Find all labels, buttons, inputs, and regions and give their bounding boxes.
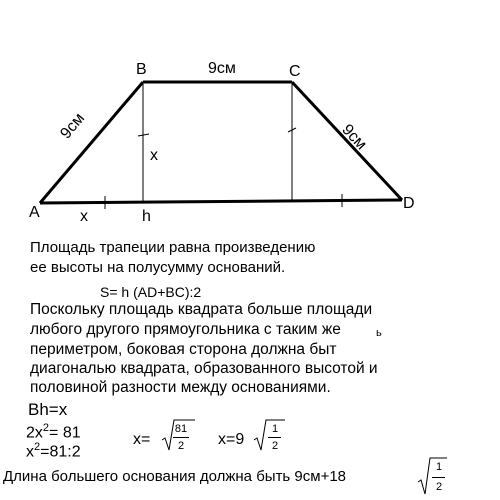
paragraph-2-line-3: периметром, боковая сторона должна быт bbox=[30, 341, 337, 358]
x-equals-label: x= bbox=[133, 431, 151, 448]
x-denominator: 2 bbox=[177, 440, 185, 452]
side-ab bbox=[40, 82, 143, 203]
paragraph-2-line-5: половиной разности между основаниями. bbox=[30, 379, 331, 396]
x9-fraction-bar bbox=[268, 437, 281, 438]
paragraph-1-line-1: Площадь трапеции равна произведению bbox=[30, 239, 316, 256]
final-denominator: 2 bbox=[435, 481, 443, 493]
x-numerator: 81 bbox=[174, 423, 188, 435]
vertex-a-label: A bbox=[29, 204, 40, 221]
base-bc-length-label: 9см bbox=[208, 60, 236, 77]
x-equals-9-label: x=9 bbox=[218, 431, 245, 448]
paragraph-1-line-2: ее высоты на полусумму оснований. bbox=[30, 259, 286, 276]
paragraph-2-line-2: любого другого прямоугольника с таким же bbox=[30, 321, 341, 338]
equation-2-exponent: 2 bbox=[34, 441, 41, 453]
foot-h-label: h bbox=[142, 208, 151, 225]
paragraph-2-line-4: диагональю квадрата, образованного высотой и bbox=[30, 360, 378, 377]
vertex-c-label: C bbox=[289, 63, 301, 80]
side-ad bbox=[40, 200, 402, 203]
equation-1-lhs: 2x bbox=[26, 424, 43, 442]
equation-2-lhs: x bbox=[26, 443, 34, 461]
final-numerator: 1 bbox=[435, 461, 443, 473]
vertex-b-label: B bbox=[136, 61, 147, 78]
segment-ax-label: x bbox=[80, 208, 88, 225]
area-formula: S= h (AD+BC):2 bbox=[100, 284, 202, 300]
final-fraction-bar bbox=[432, 477, 445, 478]
x9-numerator: 1 bbox=[271, 423, 279, 435]
equation-1-exponent: 2 bbox=[42, 422, 50, 434]
equation-1-rhs: = 81 bbox=[49, 424, 81, 442]
side-cd-length-label: 9см bbox=[338, 121, 370, 154]
vertex-d-label: D bbox=[403, 195, 415, 212]
bh-equation: Bh=x bbox=[28, 400, 68, 419]
final-conclusion: Длина большего основания должна быть 9см+18 bbox=[3, 468, 347, 485]
side-ab-length-label: 9см bbox=[57, 109, 89, 143]
height-x-label: x bbox=[150, 147, 158, 164]
equation-2 bbox=[26, 442, 81, 460]
x-fraction-bar bbox=[173, 437, 189, 438]
x9-denominator: 2 bbox=[271, 440, 279, 452]
equation-2-rhs: =81:2 bbox=[40, 443, 81, 461]
equation-1 bbox=[26, 423, 81, 441]
paragraph-2-line-2-suffix: ь bbox=[376, 327, 382, 339]
paragraph-2-line-1: Поскольку площадь квадрата больше площади bbox=[30, 301, 373, 318]
